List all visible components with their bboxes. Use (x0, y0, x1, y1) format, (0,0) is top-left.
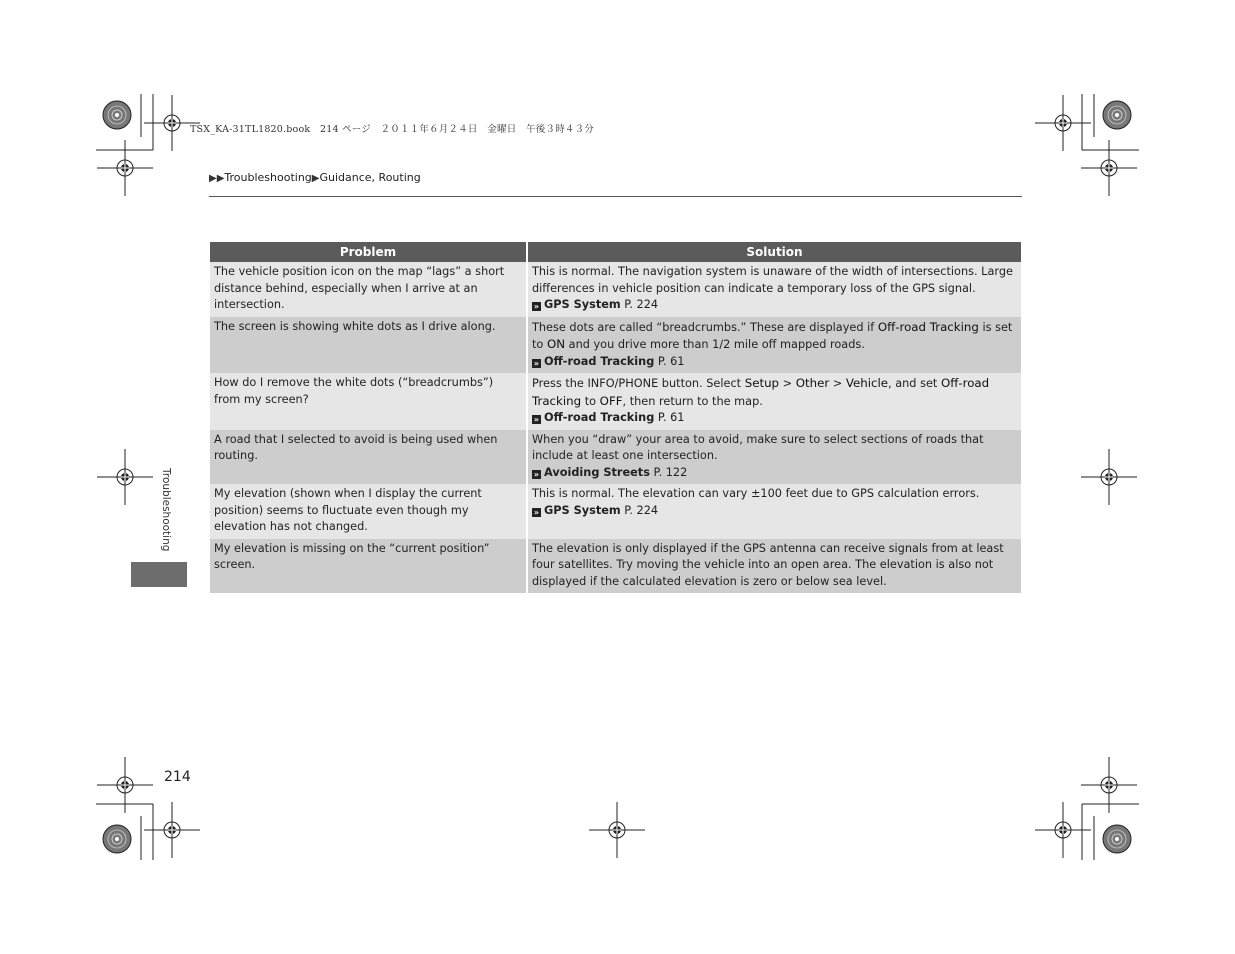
breadcrumb-section: Troubleshooting (224, 171, 312, 184)
table-row (210, 262, 1021, 317)
problem-cell: A road that I selected to avoid is being used when routing. (210, 430, 526, 485)
cross-reference-link[interactable] (532, 354, 1017, 371)
reference-arrow-icon: » (533, 469, 540, 479)
troubleshooting-table (208, 242, 1023, 593)
menu-keyword: Off-road Tracking (532, 376, 990, 408)
problem-cell: How do I remove the white dots (“breadcrumbs”) from my screen? (210, 373, 526, 430)
solution-text: When you “draw” your area to avoid, make sure to select sections of roads that include at least one intersection. (532, 432, 984, 462)
reference-name: Avoiding Streets (544, 465, 650, 479)
solution-text: and you drive more than 1/2 mile off mapped roads. (565, 338, 865, 351)
reference-page: P. 61 (657, 354, 685, 368)
problem-column-header: Problem (210, 242, 526, 262)
reference-page: P. 224 (624, 298, 659, 311)
table-header-row (210, 242, 1021, 262)
solution-text: > (829, 377, 846, 390)
solution-cell (528, 539, 1021, 594)
table-row (210, 539, 1021, 594)
problem-cell: The screen is showing white dots as I drive along. (210, 317, 526, 374)
reference-arrow-icon: » (533, 302, 540, 311)
side-section-tab (131, 562, 187, 587)
solution-text: This is normal. The elevation can vary ±100 feet due to GPS calculation errors. (532, 487, 980, 500)
reference-page: P. 61 (657, 411, 685, 424)
solution-cell (528, 484, 1021, 539)
breadcrumb (209, 171, 421, 184)
solution-text: This is normal. The navigation system is unaware of the width of intersections. Large differences in vehicle position can indicate a temporary loss of the GPS signal. (532, 265, 1013, 295)
solution-text: The elevation is only displayed if the GPS antenna can receive signals from at least four satellites. Try moving the vehicle into an open area. The elevation is also not displayed if the calculated elevation is zero or below sea level. (532, 541, 1004, 588)
page-number: 214 (164, 769, 191, 785)
side-section-label: Troubleshooting (160, 468, 172, 552)
table-row (210, 484, 1021, 539)
menu-keyword: Other (795, 376, 830, 390)
reference-name: GPS System (544, 298, 621, 311)
solution-text: , and set (888, 377, 941, 390)
cross-reference-link[interactable] (532, 503, 1017, 520)
reference-name: Off-road Tracking (544, 354, 655, 368)
breadcrumb-page: Guidance, Routing (319, 171, 421, 184)
menu-keyword: Off-road Tracking (877, 319, 979, 334)
solution-text: is set to (532, 320, 1013, 351)
menu-keyword: Setup (744, 376, 780, 390)
solution-text: Press the INFO/PHONE button. Select (532, 377, 745, 390)
solution-cell (528, 262, 1021, 317)
reference-arrow-icon: » (533, 358, 540, 368)
problem-cell: My elevation is missing on the “current position” screen. (210, 539, 526, 594)
solution-text: to (581, 394, 600, 408)
cross-reference-link[interactable] (532, 297, 1017, 314)
solution-text: These dots are called “breadcrumbs.” These are displayed if (532, 320, 878, 334)
table-row (210, 373, 1021, 430)
cross-reference-link[interactable] (532, 465, 1017, 482)
reference-arrow-icon: » (533, 507, 540, 517)
solution-text: , then return to the map. (622, 394, 763, 408)
reference-name: GPS System (544, 503, 621, 517)
solution-cell (528, 430, 1021, 485)
solution-cell (528, 317, 1021, 374)
breadcrumb-arrow-icon: ▶ (311, 173, 320, 184)
reference-arrow-icon: » (533, 415, 540, 424)
problem-cell: My elevation (shown when I display the current position) seems to fluctuate even though my elevation has not changed. (210, 484, 526, 539)
table-body (210, 262, 1021, 593)
reference-page: P. 224 (624, 503, 659, 517)
menu-keyword: OFF (599, 393, 623, 408)
table-row (210, 317, 1021, 374)
print-file-header: TSX_KA-31TL1820.book 214 ページ ２０１１年６月２４日 金曜日 午後３時４３分 (190, 124, 595, 135)
problem-cell: The vehicle position icon on the map “lags” a short distance behind, especially when I arrive at an intersection. (210, 262, 526, 317)
menu-keyword: Vehicle (845, 376, 889, 390)
table-row (210, 430, 1021, 485)
header-divider (209, 196, 1022, 197)
breadcrumb-arrow-icon: ▶▶ (209, 173, 225, 184)
menu-keyword: ON (546, 337, 566, 351)
reference-name: Off-road Tracking (544, 411, 655, 424)
solution-text: > (779, 377, 796, 390)
reference-page: P. 122 (653, 465, 688, 479)
cross-reference-link[interactable] (532, 410, 1017, 427)
solution-column-header: Solution (528, 242, 1021, 262)
solution-cell (528, 373, 1021, 430)
